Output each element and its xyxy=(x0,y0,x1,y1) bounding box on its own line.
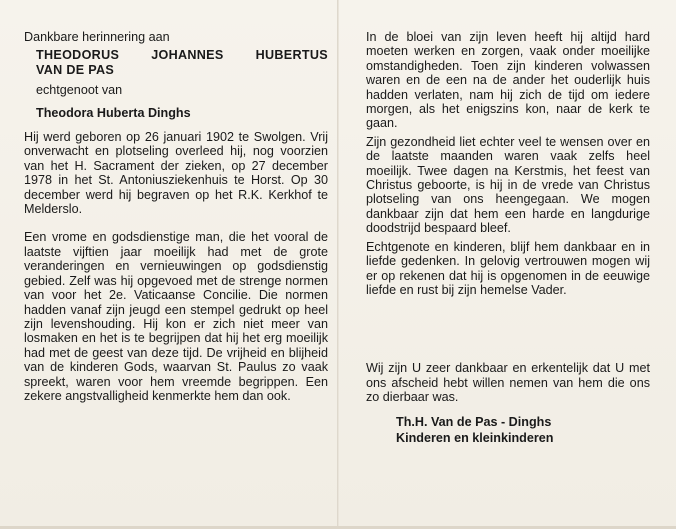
character-paragraph: Een vrome en godsdienstige man, die het vooral de laatste vijftien jaar moeilijk had met de grote veranderingen en vernieuwingen op godsdienstig gebied. Zelf was hij opgevoed met de strenge normen van voor het 2e. Vaticaanse Concilie. Die normen hadden vanaf zijn jeugd een stempel gedrukt op heel zijn levenshouding. Hij kon er zich niet meer van losmaken en het is te begrijpen dat hij het erg moeilijk had met de geest van deze tijd. De vrijheid en blijheid van de kinderen Gods, waarvan St. Paulus zo vaak spreekt, waren voor hem vreemde begrippen. Een zekere angstvalligheid kenmerkte hem dan ook. xyxy=(24,230,328,403)
first-name-3: HUBERTUS xyxy=(255,48,328,63)
signature xyxy=(396,415,650,446)
signature-widow: Th.H. Van de Pas - Dinghs xyxy=(396,414,552,429)
life-paragraph: In de bloei van zijn leven heeft hij altijd hard moeten werken en zorgen, vaak onder moeilijke omstandigheden. Toen zijn kinderen volwassen waren en de een na de ander het ouderlijk huis hadden verlaten, nam hij zich de tijd om iedere morgen, als het enigszins kon, naar de kerk te gaan. xyxy=(366,30,650,131)
thanks-paragraph: Wij zijn U zeer dankbaar en erkentelijk dat U met ons afscheid hebt willen nemen van hem die ons zo dierbaar was. xyxy=(366,361,650,405)
spouse-label: echtgenoot van xyxy=(36,83,123,98)
biography-paragraph: Hij werd geboren op 26 januari 1902 te Swolgen. Vrij onverwacht en plotseling overleed hij, nog voorzien van het H. Sacrament der zieken, op 27 december 1978 in het St. Antoniusziekenhuis te Horst. Op 30 december werd hij begraven op het R.K. Kerkhof te Melderslo. xyxy=(24,130,328,217)
deceased-first-names xyxy=(36,48,328,62)
deceased-name xyxy=(36,48,328,77)
spouse-name: Theodora Huberta Dinghs xyxy=(36,105,191,120)
family-paragraph: Echtgenote en kinderen, blijf hem dankbaar en in liefde gedenken. In gelovig vertrouwen mogen wij er op rekenen dat hij is opgenomen in de eeuwige liefde en rust bij zijn hemelse Vader. xyxy=(366,239,650,297)
right-column xyxy=(366,30,650,447)
signature-family: Kinderen en kleinkinderen xyxy=(396,430,554,445)
intro-text: Dankbare herinnering aan xyxy=(24,30,170,44)
deceased-surname: VAN DE PAS xyxy=(36,62,115,77)
first-name-2: JOHANNES xyxy=(151,48,224,63)
health-paragraph: Zijn gezondheid liet echter veel te wensen over en de laatste maanden waren vaak zelfs heel moeilijk. Twee dagen na Kerstmis, het feest van Christus geboorte, is hij in de vrede van Christus plotseling van ons heengegaan. We mogen dankbaar zijn dat hem een harde en langdurige doodstrijd bespaard bleef. xyxy=(366,134,650,236)
card-fold xyxy=(337,0,339,529)
left-column xyxy=(24,30,328,417)
first-name-1: THEODORUS xyxy=(36,48,120,63)
